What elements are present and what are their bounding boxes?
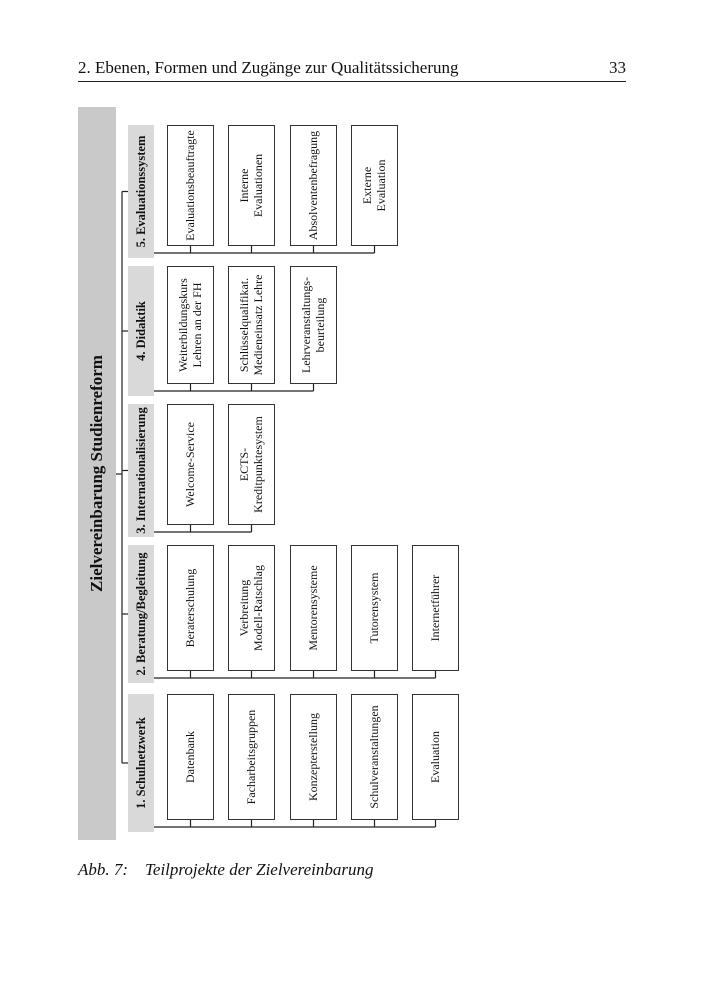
subproject-box: Welcome-Service: [167, 404, 214, 525]
subproject-box: Facharbeitsgruppen: [228, 694, 275, 820]
column-header: 4. Didaktik: [128, 266, 154, 396]
subproject-box: Internetführer: [412, 545, 459, 671]
subproject-box: Schlüsselqualifikat. Medieneinsatz Lehre: [228, 266, 275, 384]
page-number: 33: [609, 58, 626, 77]
diagram-title: Zielvereinbarung Studienreform: [78, 107, 116, 840]
org-diagram: [78, 107, 626, 840]
subproject-box: Konzepterstellung: [290, 694, 337, 820]
subproject-box: Weiterbildungskurs Lehren an der FH: [167, 266, 214, 384]
subproject-box: Lehrveranstaltungs- beurteilung: [290, 266, 337, 384]
subproject-box: Verbreitung Modell-Ratschlag: [228, 545, 275, 671]
subproject-box: Externe Evaluation: [351, 125, 398, 246]
column-header: 2. Beratung/Begleitung: [128, 545, 154, 683]
caption-text: Teilprojekte der Zielvereinbarung: [145, 860, 374, 879]
column-header: 3. Internationalisierung: [128, 404, 154, 537]
subproject-box: Tutorensystem: [351, 545, 398, 671]
org-diagram-rotated: [78, 107, 626, 840]
subproject-box: Schulveranstaltungen: [351, 694, 398, 820]
caption-label: Abb. 7:: [78, 860, 129, 879]
page-header: [78, 58, 626, 82]
column-header: 5. Evaluationssystem: [128, 125, 154, 258]
header-rule: [78, 81, 626, 82]
subproject-box: Absolventenbefragung: [290, 125, 337, 246]
subproject-box: Evaluationsbeauftragte: [167, 125, 214, 246]
subproject-box: Datenbank: [167, 694, 214, 820]
subproject-box: Interne Evaluationen: [228, 125, 275, 246]
subproject-box: Beraterschulung: [167, 545, 214, 671]
subproject-box: Evaluation: [412, 694, 459, 820]
subproject-box: ECTS- Kreditpunktesystem: [228, 404, 275, 525]
subproject-box: Mentorensysteme: [290, 545, 337, 671]
running-title: 2. Ebenen, Formen und Zugänge zur Qualitätssicherung: [78, 58, 459, 77]
column-header: 1. Schulnetzwerk: [128, 694, 154, 832]
